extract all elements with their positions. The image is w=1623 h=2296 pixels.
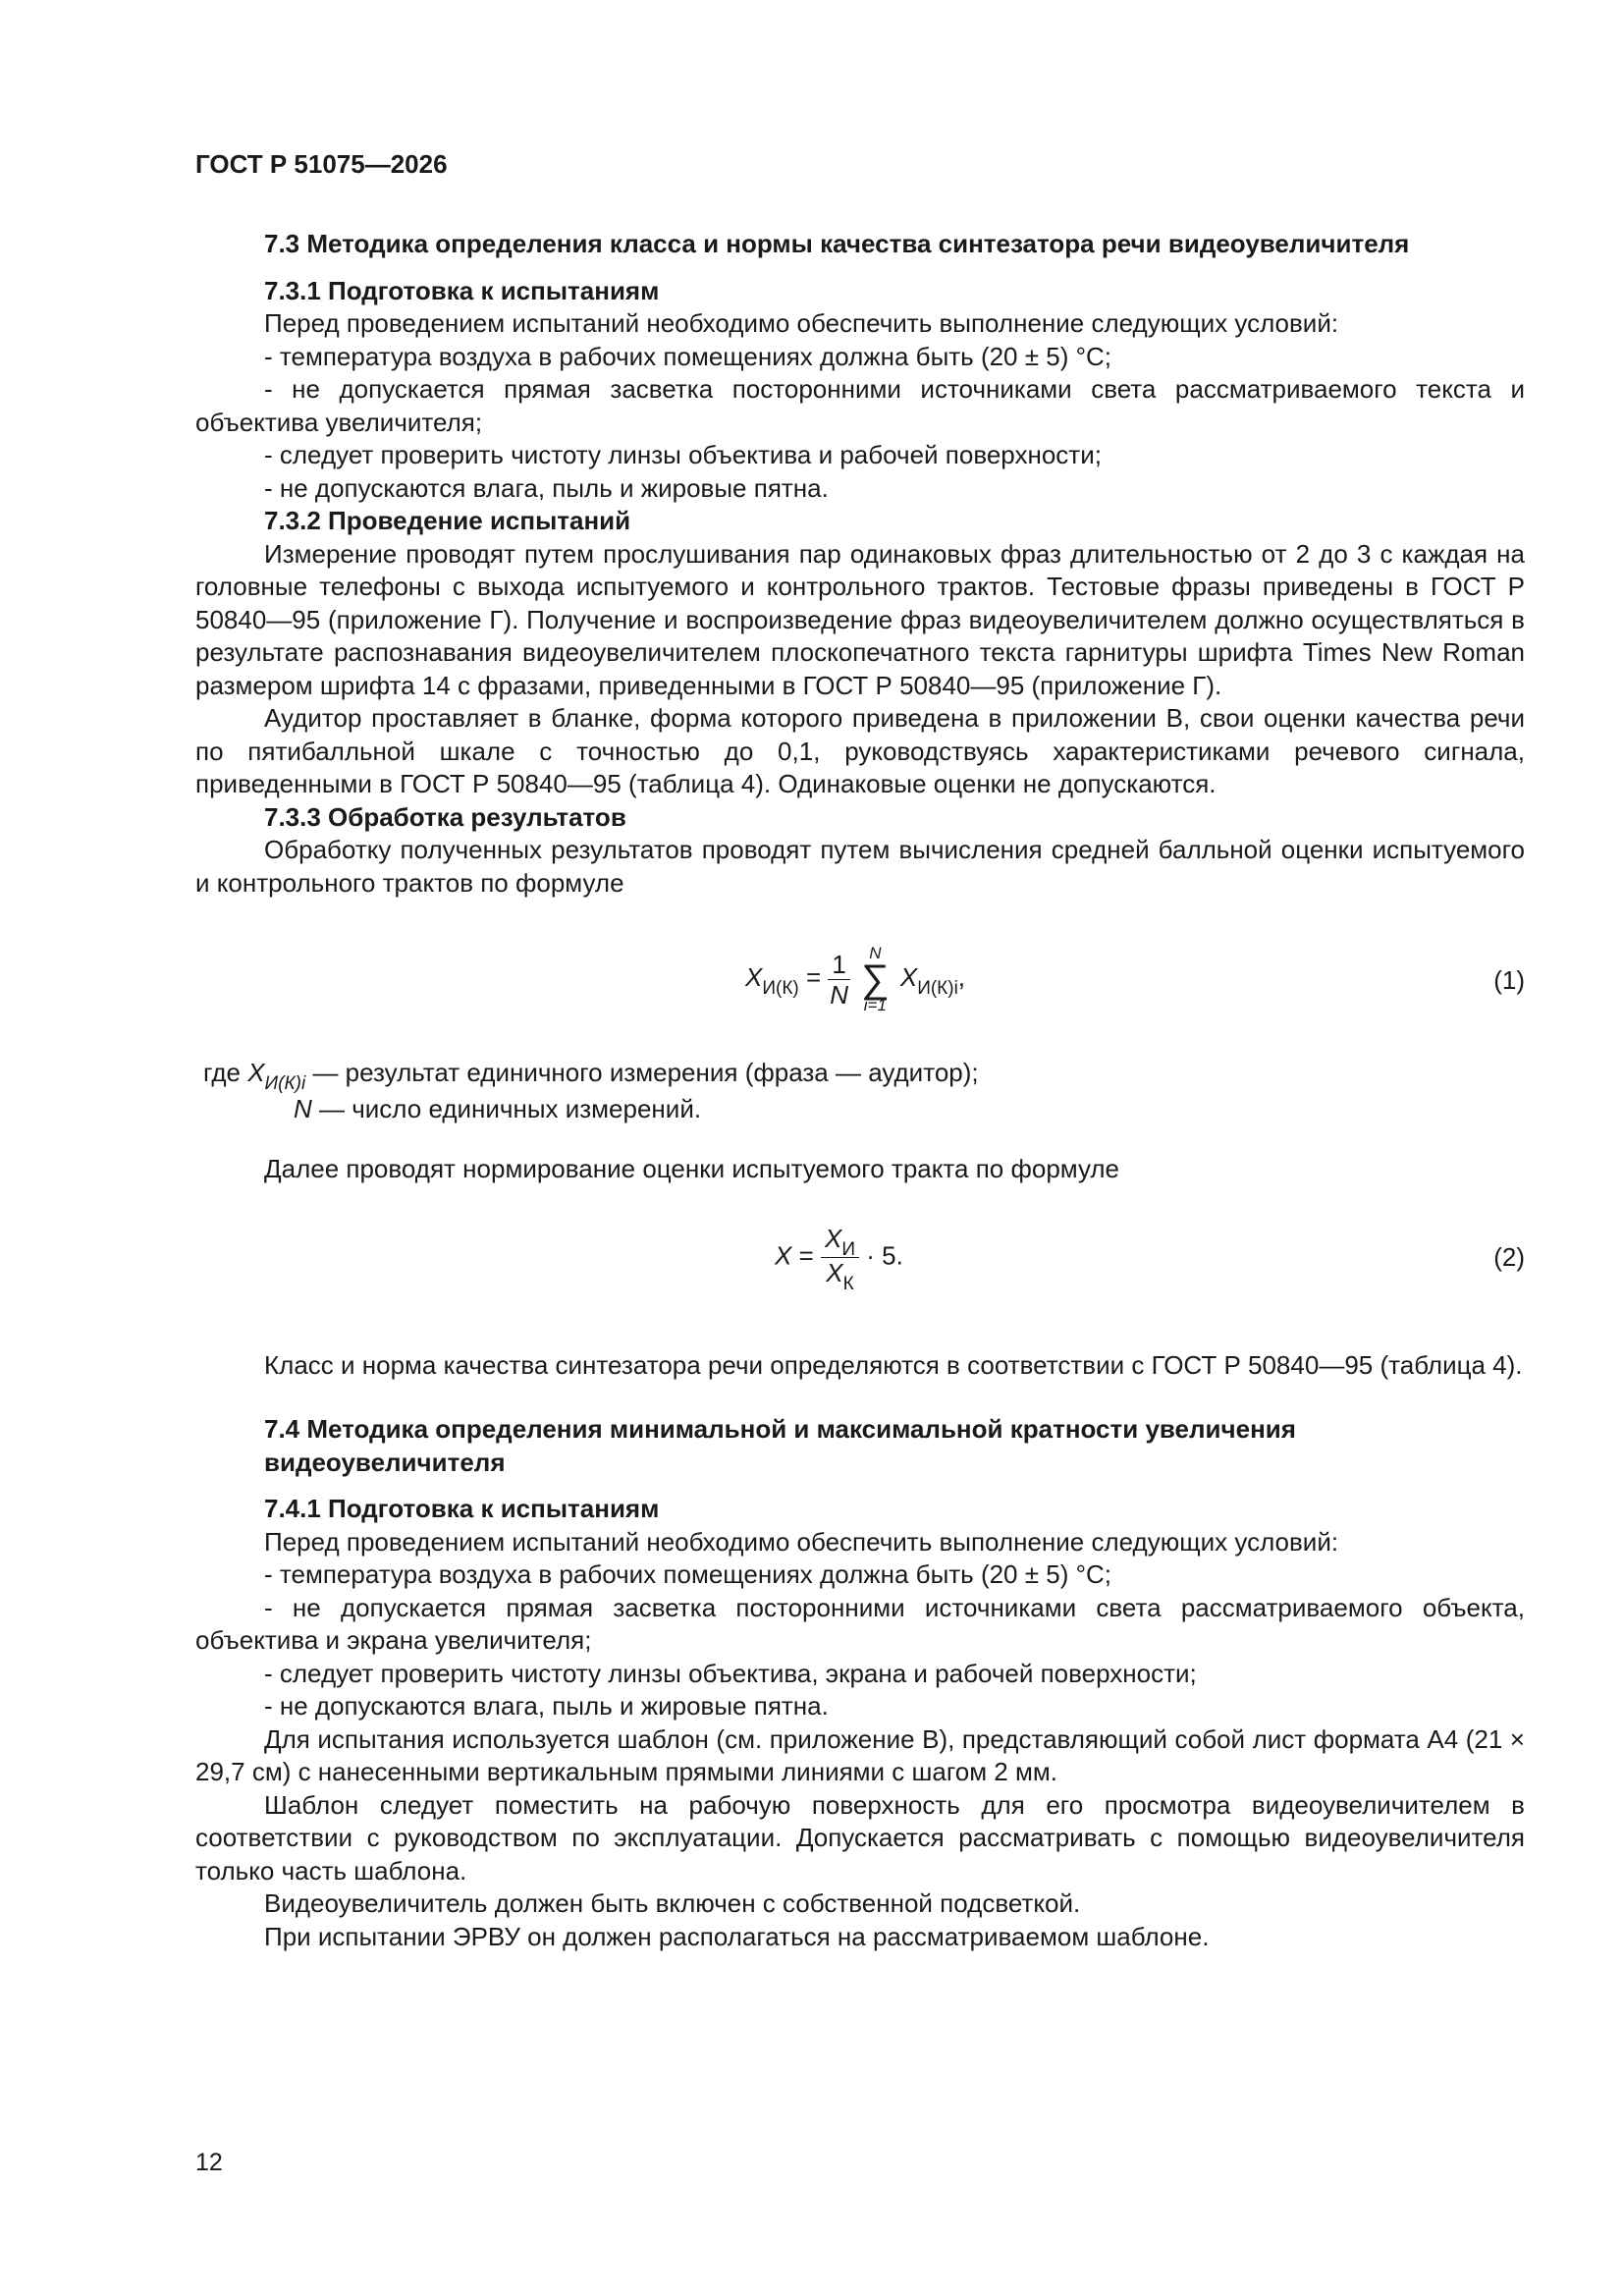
list-item: - не допускается прямая засветка посторонними источниками света рассматриваемого текста и объектива увеличителя; [195, 374, 1525, 437]
formula-var: X [745, 961, 763, 992]
section-7-3-2-title: 7.3.2 Проведение испытаний [264, 506, 631, 535]
list-item: - температура воздуха в рабочих помещениях должна быть (20 ± 5) °С; [264, 341, 1111, 371]
formula-var: X [775, 1239, 792, 1270]
list-item: - не допускаются влага, пыль и жировые пятна. [264, 472, 829, 503]
formula-number: (1) [1493, 965, 1525, 995]
legend-text: — число единичных измерений. [319, 1093, 702, 1123]
sum-upper-limit: N [869, 944, 882, 962]
section-7-3-1-title: 7.3.1 Подготовка к испытаниям [264, 275, 660, 305]
paragraph: Класс и норма качества синтезатора речи определяются в соответствии с ГОСТ Р 50840—95 (таблица 4). [264, 1349, 1523, 1380]
page-number: 12 [195, 2149, 223, 2176]
paragraph: Измерение проводят путем прослушивания пар одинаковых фраз длительностью от 2 до 3 с каждая на головные телефоны с выхода испытуемого и контрольного трактов. Тестовые фразы приведены в ГОСТ Р 50840—95 (приложение Г). Получение и воспроизведение фраз видеоувеличителем должно осуществляться в результате распознавания видеоувеличителем плоскопечатного текста гарнитуры шрифта Times New Roman размером шрифта 14 с фразами, приведенными в ГОСТ Р 50840—95 (приложение Г). [195, 538, 1525, 700]
paragraph: Для испытания используется шаблон (см. приложение В), представляющий собой лист формата А4 (21 × 29,7 см) с нанесенными вертикальным прямыми линиями с шагом 2 мм. [195, 1723, 1525, 1786]
legend-where: где [203, 1058, 241, 1087]
formula-2-body [775, 1223, 903, 1294]
paragraph: Аудитор проставляет в бланке, форма которого приведена в приложении В, свои оценки качества речи по пятибалльной шкале с точностью до 0,1, руководствуясь характеристиками речевого сигнала, приведенными в ГОСТ Р 50840—95 (таблица 4). Одинаковые оценки не допускаются. [195, 703, 1525, 798]
formula-comma: , [957, 961, 966, 992]
fraction-denominator [821, 1257, 859, 1294]
summation-sign [861, 945, 890, 1013]
formula-fraction [821, 1223, 859, 1294]
legend-subscript: И(К)i [264, 1073, 306, 1094]
list-item: - температура воздуха в рабочих помещениях должна быть (20 ± 5) °С; [264, 1559, 1111, 1589]
list-item: - следует проверить чистоту линзы объектива и рабочей поверхности; [264, 440, 1102, 469]
paragraph: Шаблон следует поместить на рабочую поверхность для его просмотра видеоувеличителем в соответствии с руководством по эксплуатации. Допускается рассматривать с помощью видеоувеличителя только часть шаблона. [195, 1789, 1525, 1886]
formula-equals: = [798, 1239, 814, 1270]
fraction-numerator [821, 1224, 859, 1258]
section-7-4-1-intro: Перед проведением испытаний необходимо обеспечить выполнение следующих условий: [264, 1526, 1339, 1557]
standard-header: ГОСТ Р 51075—2026 [195, 149, 448, 179]
legend-row [195, 1057, 1525, 1093]
formula-1-body [745, 945, 965, 1013]
legend-var: N [294, 1093, 312, 1123]
formula-number: (2) [1493, 1241, 1525, 1272]
formula-legend [195, 1057, 1525, 1125]
formula-subscript: И(К)i [917, 977, 958, 999]
section-7-3-3-title: 7.3.3 Обработка результатов [264, 801, 626, 832]
formula-var: X [899, 961, 918, 992]
page-content [195, 228, 1525, 1953]
legend-text: — результат единичного измерения (фраза — аудитор); [312, 1058, 979, 1087]
paragraph: Видеоувеличитель должен быть включен с собственной подсветкой. [264, 1888, 1081, 1918]
fraction-numerator: 1 [828, 950, 849, 980]
paragraph: При испытании ЭРВУ он должен располагаться на рассматриваемом шаблоне. [264, 1921, 1210, 1951]
section-7-4-1-title: 7.4.1 Подготовка к испытаниям [264, 1494, 660, 1523]
section-7-3-title: 7.3 Методика определения класса и нормы качества синтезатора речи видеоувеличителя [264, 229, 1410, 258]
sum-symbol: ∑ [861, 957, 890, 1001]
paragraph: Далее проводят нормирование оценки испытуемого тракта по формуле [264, 1154, 1119, 1183]
formula-subscript: И(К) [762, 977, 799, 999]
list-item: - не допускаются влага, пыль и жировые пятна. [264, 1691, 829, 1721]
formula-1 [195, 927, 1525, 1043]
formula-multiplier: · 5. [866, 1239, 903, 1270]
formula-fraction [828, 950, 849, 1010]
section-7-4-title: 7.4 Методика определения минимальной и максимальной кратности увеличения видеоувеличителя [264, 1414, 1296, 1477]
sum-lower-limit: i=1 [863, 996, 887, 1014]
formula-var: X [825, 1223, 842, 1253]
fraction-denominator: N [830, 979, 849, 1010]
list-item: - следует проверить чистоту линзы объектива, экрана и рабочей поверхности; [264, 1658, 1197, 1688]
paragraph: Обработку полученных результатов проводят путем вычисления средней балльной оценки испытуемого и контрольного трактов по формуле [195, 835, 1525, 898]
formula-subscript: К [842, 1273, 854, 1294]
formula-subscript: И [841, 1238, 855, 1260]
legend-row [195, 1093, 1525, 1126]
section-7-3-1-intro: Перед проведением испытаний необходимо обеспечить выполнение следующих условий: [264, 308, 1339, 338]
legend-var: X [247, 1058, 265, 1087]
formula-var: X [826, 1257, 843, 1287]
formula-2 [195, 1214, 1525, 1322]
list-item: - не допускается прямая засветка посторонними источниками света рассматриваемого объекта, объектива и экрана увеличителя; [195, 1592, 1525, 1655]
formula-equals: = [805, 961, 822, 992]
